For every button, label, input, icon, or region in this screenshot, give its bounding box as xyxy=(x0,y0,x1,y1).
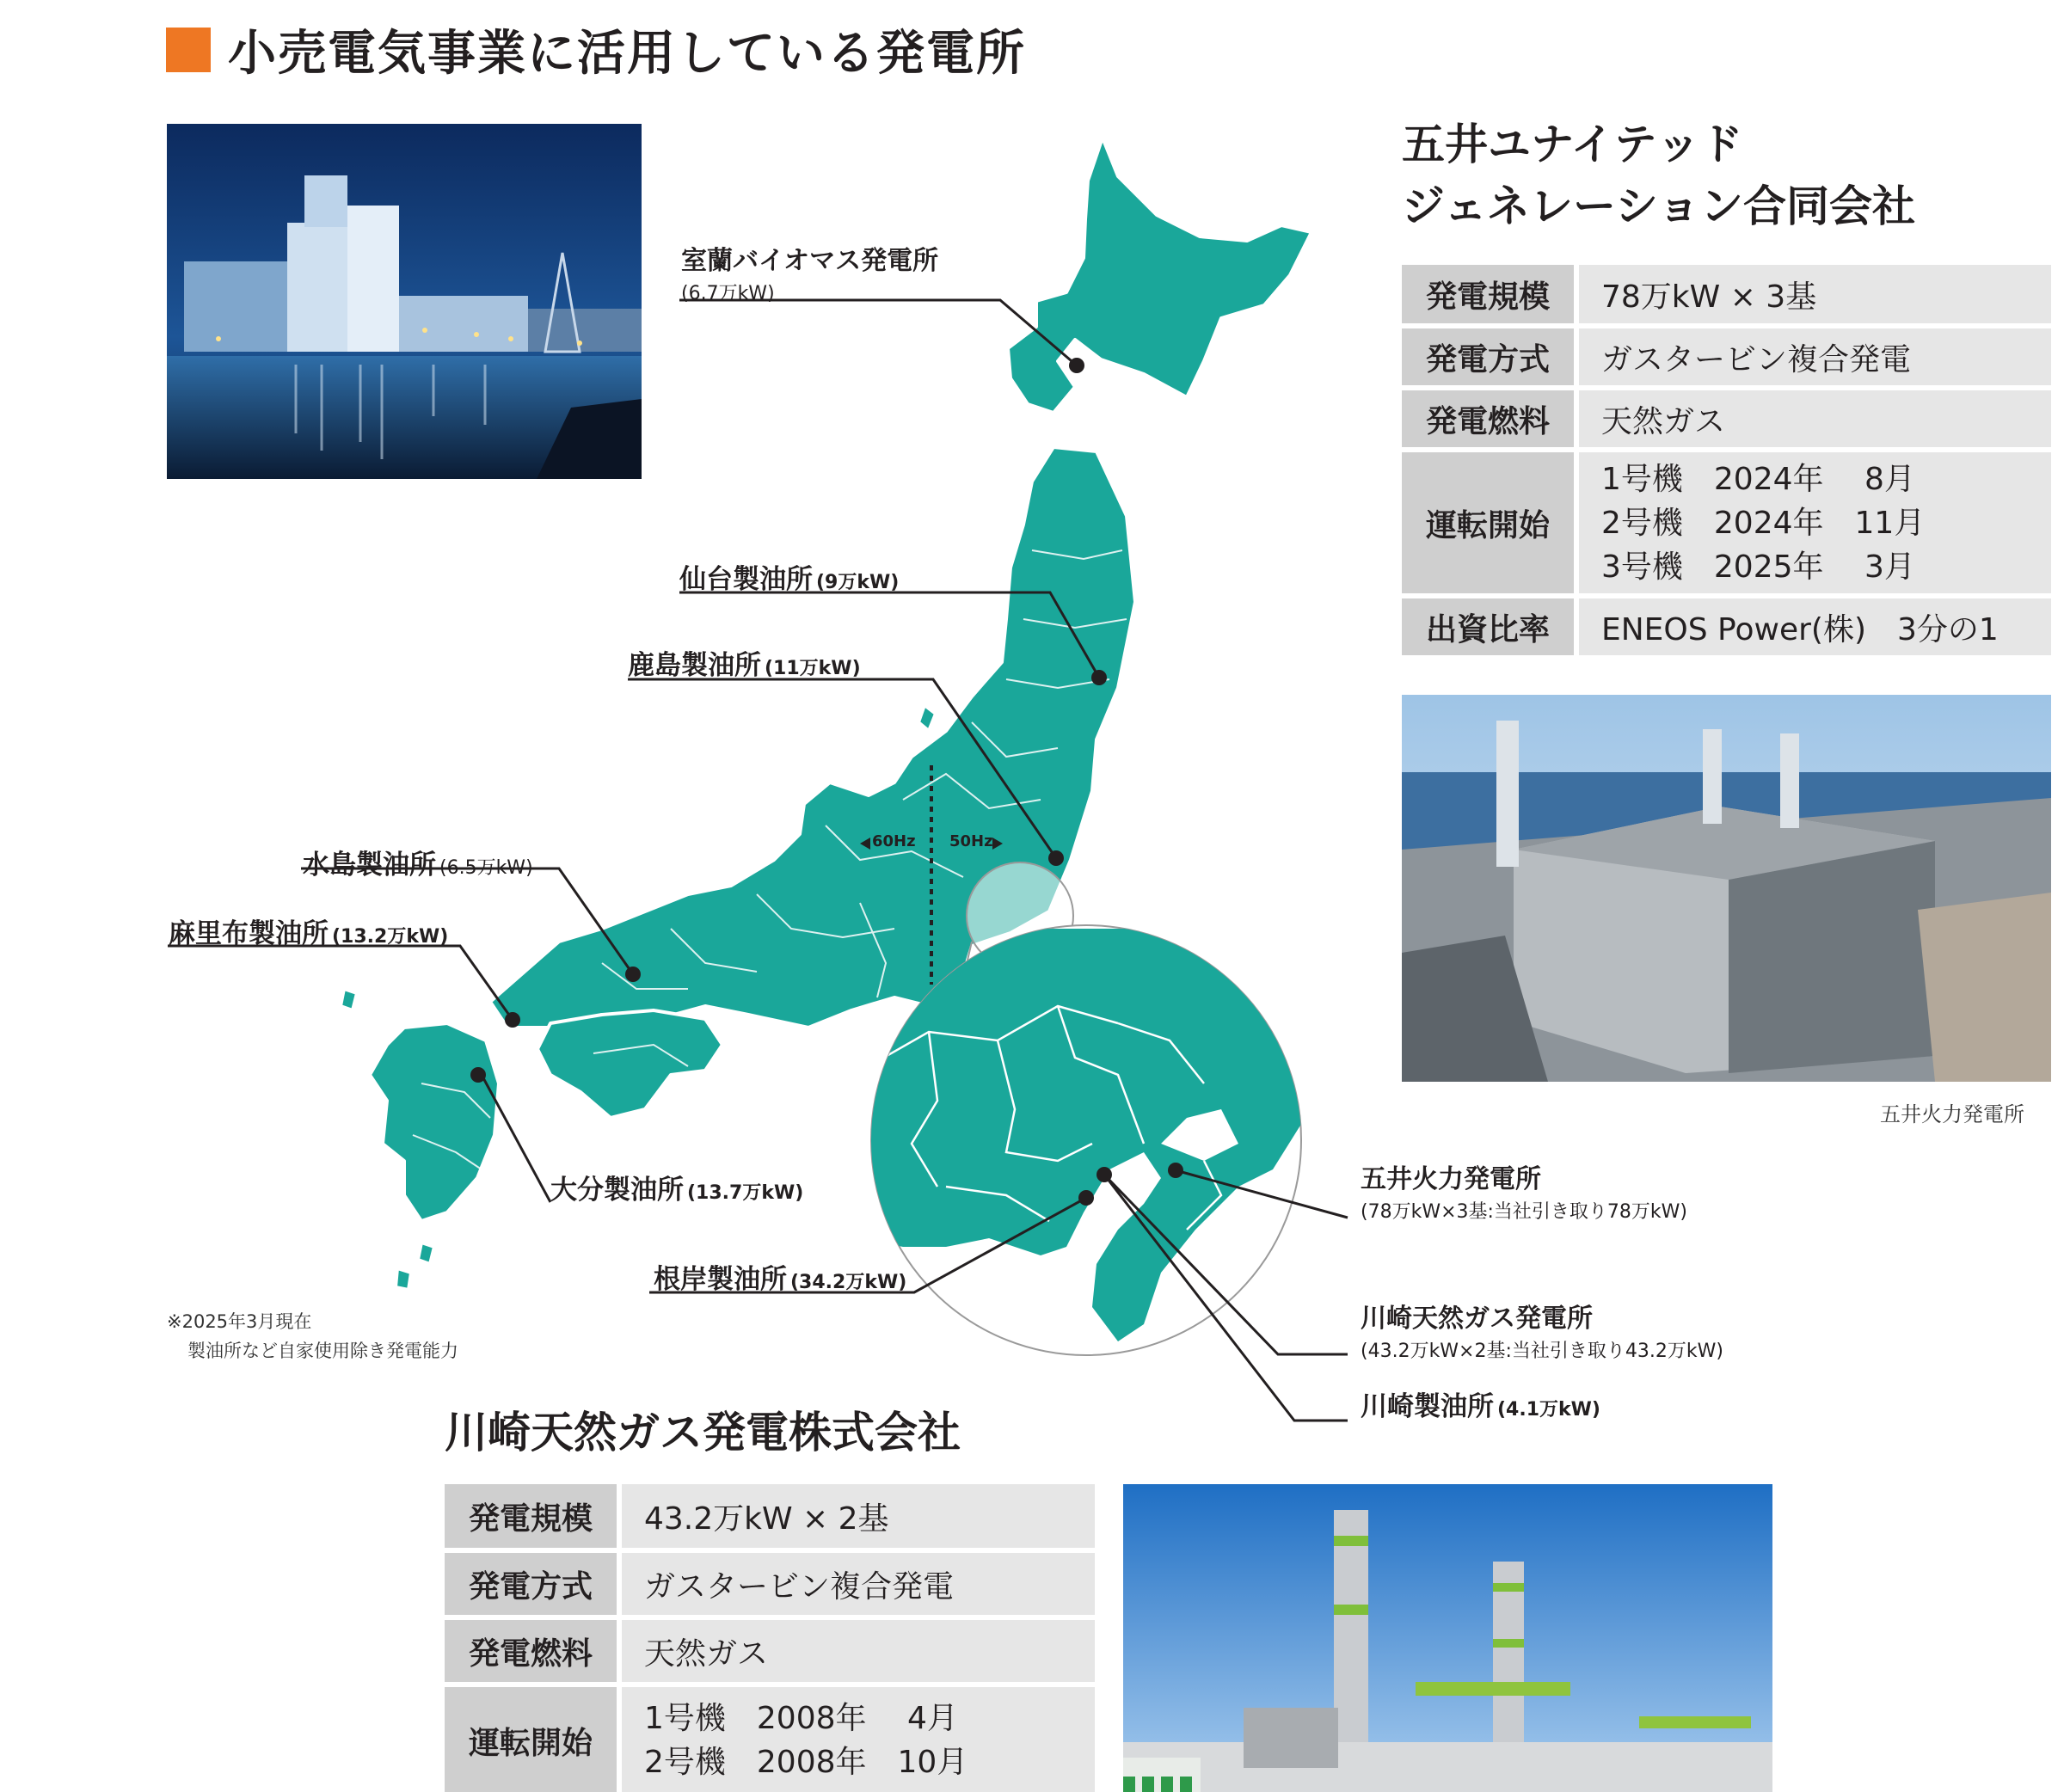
plant-name: 仙台製油所 xyxy=(679,564,813,595)
spec-key: 発電方式 xyxy=(445,1553,622,1620)
goi-company-name xyxy=(1402,114,1915,237)
spec-key: 運転開始 xyxy=(445,1687,622,1792)
plant-label-goi xyxy=(1361,1157,1687,1224)
spec-value: ENEOS Power(株) 3分の1 xyxy=(1579,598,2051,660)
hz-50-label: 50Hz xyxy=(949,832,993,850)
plant-label-kashima xyxy=(628,643,861,682)
spec-value: 78万kW × 3基 xyxy=(1579,265,2051,328)
hokkaido-shape xyxy=(1008,138,1312,413)
plant-name: 根岸製油所 xyxy=(654,1264,787,1295)
spec-line: 2号機 2008年 10月 xyxy=(644,1745,968,1780)
goi-photo-caption: 五井火力発電所 xyxy=(1880,1102,2024,1126)
plant-label-oita xyxy=(550,1168,803,1206)
section-title: 小売電気事業に活用している発電所 xyxy=(228,26,1026,82)
spec-line: 3号機 2025年 3月 xyxy=(1601,549,1915,585)
plant-capacity: (13.7万kW) xyxy=(687,1182,804,1204)
plant-label-kawasaki-gas xyxy=(1361,1297,1723,1363)
plant-label-sendai xyxy=(679,557,899,596)
spec-line: 1号機 2008年 4月 xyxy=(644,1701,958,1736)
spec-value: ガスタービン複合発電 xyxy=(622,1553,1095,1620)
spec-key: 運転開始 xyxy=(1402,452,1579,598)
spec-key: 発電規模 xyxy=(445,1484,622,1553)
plant-capacity: (6.5万kW) xyxy=(439,857,533,879)
plant-capacity: (6.7万kW) xyxy=(681,283,775,304)
table-row xyxy=(1402,265,2051,328)
spec-value xyxy=(622,1687,1095,1792)
plant-capacity: (11万kW) xyxy=(765,658,861,679)
table-row xyxy=(1402,452,2051,598)
plant-label-kawasaki-refinery xyxy=(1361,1384,1600,1423)
spec-line: 2号機 2024年 11月 xyxy=(1601,505,1926,541)
plant-capacity: (13.2万kW) xyxy=(332,926,449,948)
plant-capacity: (4.1万kW) xyxy=(1497,1399,1600,1421)
company-name-line-1: 五井ユナイテッド xyxy=(1402,120,1743,169)
spec-key: 出資比率 xyxy=(1402,598,1579,660)
plant-label-mizushima xyxy=(303,843,533,881)
goi-spec-table xyxy=(1402,265,2051,660)
goi-plant-photo xyxy=(1402,695,2051,1082)
plant-name: 麻里布製油所 xyxy=(169,918,329,949)
plant-name: 五井火力発電所 xyxy=(1361,1164,1541,1194)
footnote-line-2: 製油所など自家使用除き発電能力 xyxy=(187,1341,458,1361)
hz-60-label: 60Hz xyxy=(872,832,916,850)
plant-capacity: (78万kW×3基:当社引き取り78万kW) xyxy=(1361,1201,1687,1223)
spec-value: 43.2万kW × 2基 xyxy=(622,1484,1095,1553)
spec-key: 発電規模 xyxy=(1402,265,1579,328)
plant-capacity: (34.2万kW) xyxy=(790,1272,907,1293)
plant-label-mariifu xyxy=(169,911,448,950)
spec-line: 1号機 2024年 8月 xyxy=(1601,461,1915,497)
plant-name: 大分製油所 xyxy=(550,1175,684,1206)
spec-value: ガスタービン複合発電 xyxy=(1579,328,2051,390)
table-row xyxy=(1402,328,2051,390)
plant-capacity: (9万kW) xyxy=(816,572,900,593)
company-name-line-2: ジェネレーション合同会社 xyxy=(1402,181,1915,231)
kawasaki-company-name: 川崎天然ガス発電株式会社 xyxy=(445,1408,961,1458)
spec-value: 天然ガス xyxy=(622,1620,1095,1687)
plant-label-muroran xyxy=(681,239,938,305)
plant-name: 川崎天然ガス発電所 xyxy=(1361,1304,1593,1334)
spec-key: 発電燃料 xyxy=(445,1620,622,1687)
spec-key: 発電燃料 xyxy=(1402,390,1579,452)
table-row xyxy=(1402,390,2051,452)
table-row xyxy=(445,1553,1095,1620)
spec-value xyxy=(1579,452,2051,598)
footnote-line-1: ※2025年3月現在 xyxy=(167,1311,312,1332)
kyushu-shape xyxy=(370,1023,499,1221)
shikoku-shape xyxy=(538,1010,722,1118)
footnote xyxy=(167,1307,458,1365)
table-row xyxy=(1402,598,2051,660)
plant-label-negishi xyxy=(654,1257,906,1296)
plant-name: 室蘭バイオマス発電所 xyxy=(681,246,939,276)
plant-capacity: (43.2万kW×2基:当社引き取り43.2万kW) xyxy=(1361,1341,1723,1362)
table-row xyxy=(445,1687,1095,1792)
plant-name: 水島製油所 xyxy=(303,850,436,881)
kawasaki-plant-photo xyxy=(1123,1484,1772,1792)
table-row xyxy=(445,1620,1095,1687)
spec-value: 天然ガス xyxy=(1579,390,2051,452)
plant-name: 鹿島製油所 xyxy=(628,650,761,681)
table-row xyxy=(445,1484,1095,1553)
kawasaki-spec-table xyxy=(445,1484,1095,1792)
plant-name: 川崎製油所 xyxy=(1361,1391,1494,1422)
spec-key: 発電方式 xyxy=(1402,328,1579,390)
